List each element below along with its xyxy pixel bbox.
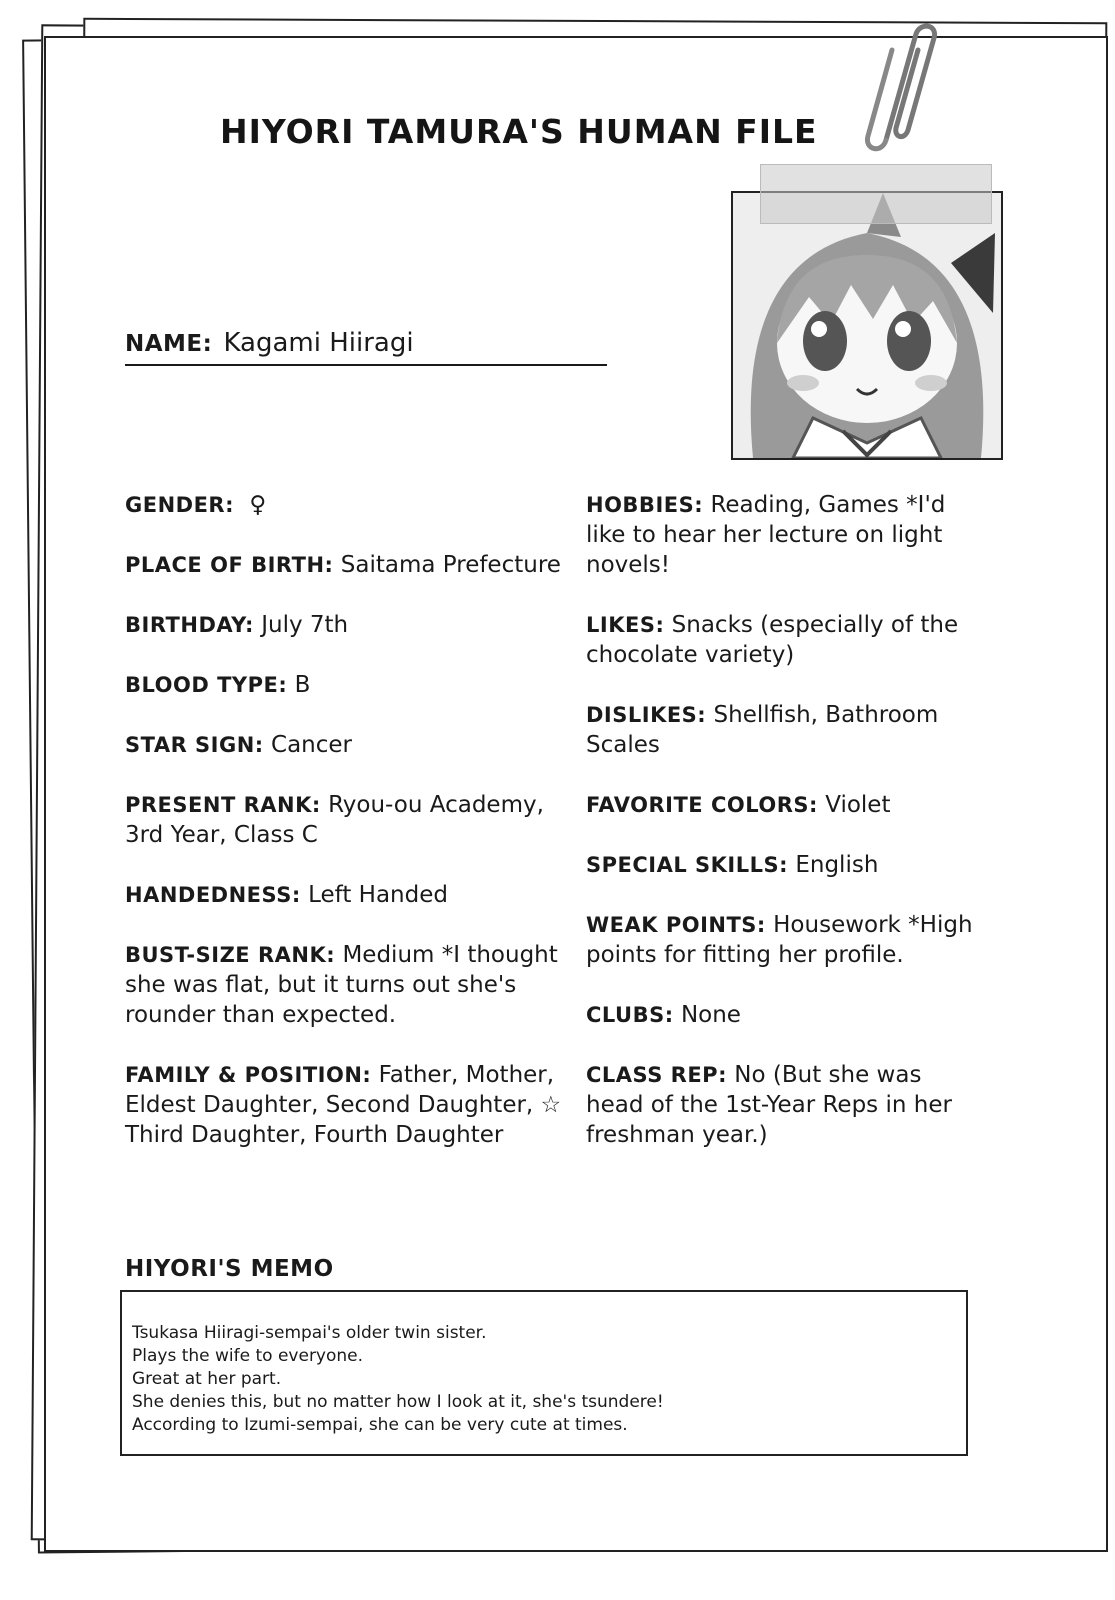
memo-title: HIYORI'S MEMO (125, 1256, 334, 1282)
field-present-rank (125, 790, 575, 850)
field-value: B (294, 672, 311, 698)
field-likes (586, 610, 986, 670)
page-title: HIYORI TAMURA'S HUMAN FILE (220, 112, 818, 151)
field-label: LIKES: (586, 613, 665, 637)
field-label: PLACE OF BIRTH: (125, 553, 334, 577)
field-label: BUST-SIZE RANK: (125, 943, 336, 967)
field-value: Reading, Games *I'd like to hear her lecture on light novels! (586, 492, 946, 578)
profile-right-column (586, 490, 986, 1180)
name-label: NAME: (125, 331, 213, 357)
field-family-position (125, 1060, 575, 1150)
field-clubs (586, 1000, 986, 1030)
memo-line: Tsukasa Hiiragi-sempai's older twin sister. (132, 1323, 487, 1343)
memo-line: Plays the wife to everyone. (132, 1346, 364, 1366)
field-value: Snacks (especially of the chocolate variety) (586, 612, 959, 668)
field-label: DISLIKES: (586, 703, 707, 727)
field-value: Housework *High points for fitting her profile. (586, 912, 973, 968)
field-value: Medium *I thought she was flat, but it turns out she's rounder than expected. (125, 942, 558, 1028)
paperclip-icon (858, 22, 948, 162)
field-label: HANDEDNESS: (125, 883, 301, 907)
field-handedness (125, 880, 575, 910)
female-symbol-icon: ♀ (249, 492, 267, 518)
field-label: HOBBIES: (586, 493, 704, 517)
field-label: CLUBS: (586, 1003, 674, 1027)
field-value: None (680, 1002, 741, 1028)
name-value: Kagami Hiiragi (223, 328, 414, 358)
field-star-sign (125, 730, 575, 760)
field-dislikes (586, 700, 986, 760)
field-value: Cancer (271, 732, 352, 758)
field-weak-points (586, 910, 986, 970)
field-favorite-colors (586, 790, 986, 820)
memo-box (120, 1290, 968, 1456)
field-birthday (125, 610, 575, 640)
field-value: Left Handed (308, 882, 448, 908)
field-label: PRESENT RANK: (125, 793, 321, 817)
field-value: July 7th (261, 612, 349, 638)
field-label: WEAK POINTS: (586, 913, 766, 937)
field-label: FAMILY & POSITION: (125, 1063, 372, 1087)
memo-line: According to Izumi-sempai, she can be very cute at times. (132, 1415, 628, 1435)
field-value: No (But she was head of the 1st-Year Reps in her freshman year.) (586, 1062, 952, 1148)
profile-left-column (125, 490, 575, 1180)
field-label: SPECIAL SKILLS: (586, 853, 789, 877)
memo-line: Great at her part. (132, 1369, 282, 1389)
field-label: CLASS REP: (586, 1063, 727, 1087)
memo-line: She denies this, but no matter how I look at it, she's tsundere! (132, 1392, 664, 1412)
field-class-rep (586, 1060, 986, 1150)
field-label: STAR SIGN: (125, 733, 264, 757)
field-value: English (795, 852, 879, 878)
name-row (125, 328, 607, 366)
field-place-of-birth (125, 550, 575, 580)
field-value: Violet (825, 792, 891, 818)
field-hobbies (586, 490, 986, 580)
field-gender (125, 490, 575, 520)
field-label: BIRTHDAY: (125, 613, 254, 637)
field-blood-type (125, 670, 575, 700)
field-label: FAVORITE COLORS: (586, 793, 818, 817)
field-value: Saitama Prefecture (340, 552, 561, 578)
field-special-skills (586, 850, 986, 880)
field-bust-size-rank (125, 940, 575, 1030)
tape-strip (760, 164, 992, 224)
character-portrait-icon (731, 191, 1003, 460)
field-value: Ryou-ou Academy, 3rd Year, Class C (125, 792, 544, 848)
field-value: Father, Mother, Eldest Daughter, Second Daughter, ☆ Third Daughter, Fourth Daughter (125, 1062, 562, 1148)
field-label: GENDER: (125, 493, 235, 517)
field-value: Shellfish, Bathroom Scales (586, 702, 939, 758)
field-label: BLOOD TYPE: (125, 673, 288, 697)
